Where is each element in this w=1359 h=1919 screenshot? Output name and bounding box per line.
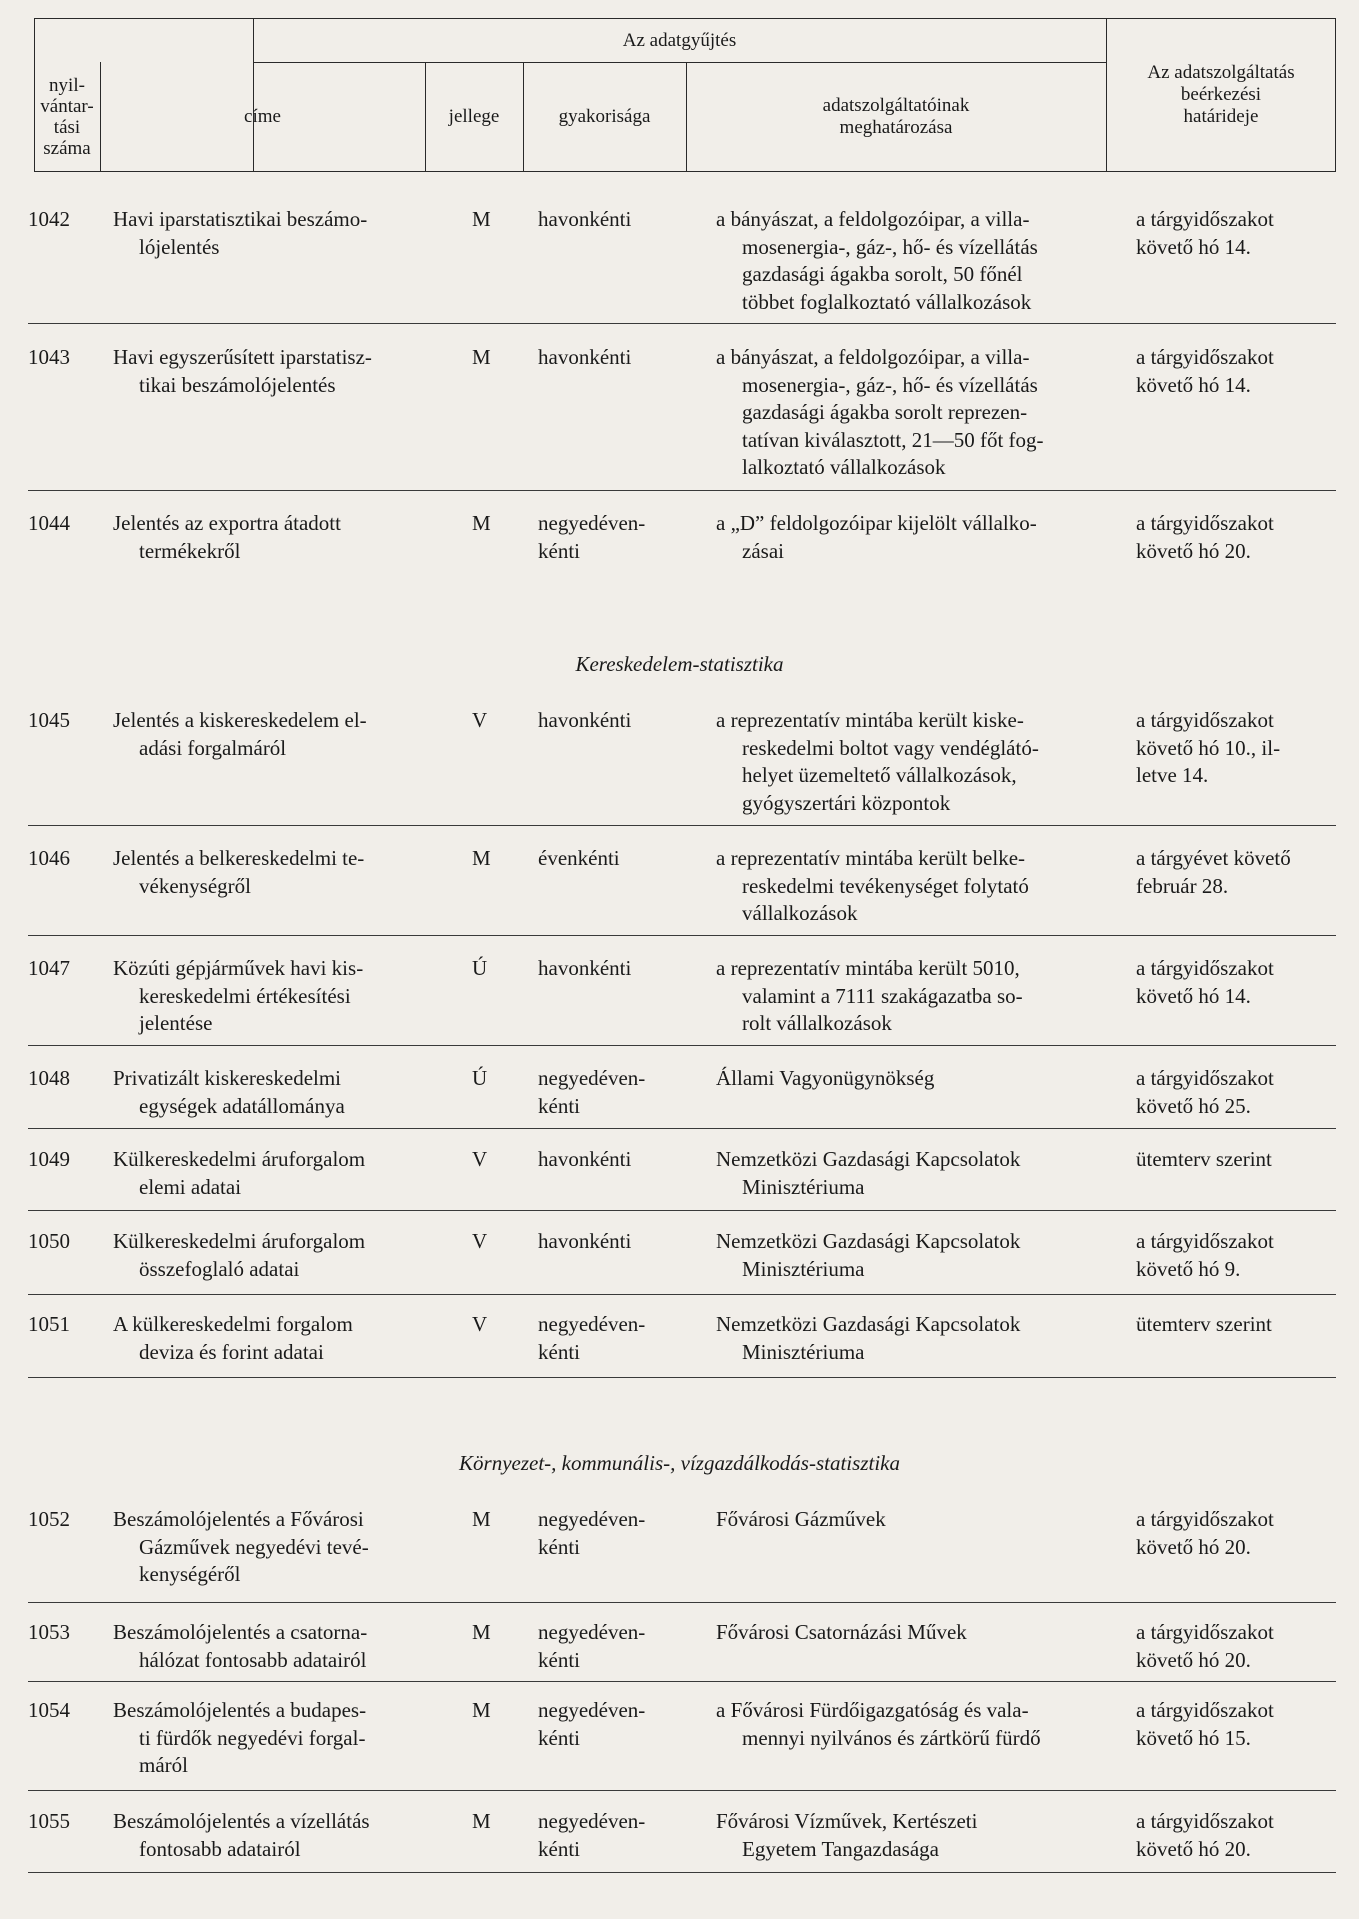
- row-divider: [28, 1790, 1336, 1791]
- row-providers: a bányászat, a feldolgozóipar, a villa- mosenergia-, gáz-, hő- és vízellátás gazdasági ágakba sorolt, 50 főnél többet foglalkoztató vállalkozások: [716, 207, 1038, 314]
- row-deadline: a tárgyidőszakot követő hó 25.: [1136, 1066, 1274, 1118]
- row-number: 1042: [28, 207, 70, 231]
- row-number: 1053: [28, 1620, 70, 1644]
- row-type: M: [472, 511, 491, 535]
- row-frequency: negyedéven- kénti: [538, 1312, 646, 1364]
- row-title: Beszámolójelentés a vízellátás fontosabb adatairól: [113, 1809, 370, 1861]
- header-title: címe: [244, 106, 281, 127]
- row-title: Beszámolójelentés a Fővárosi Gázművek negyedévi tevé- kenységéről: [113, 1507, 369, 1586]
- row-type: V: [472, 708, 488, 732]
- row-frequency: havonkénti: [538, 708, 632, 732]
- row-number: 1050: [28, 1229, 70, 1253]
- row-type: M: [472, 345, 491, 369]
- row-providers: Fővárosi Vízművek, Kertészeti Egyetem Tangazdasága: [716, 1809, 978, 1861]
- row-divider: [28, 323, 1336, 324]
- row-frequency: negyedéven- kénti: [538, 1698, 646, 1750]
- row-type: M: [472, 1698, 491, 1722]
- header-frequency: gyakorisága: [558, 106, 651, 127]
- row-title: Havi egyszerűsített iparstatisz- tikai beszámolójelentés: [113, 345, 372, 397]
- row-deadline: a tárgyidőszakot követő hó 20.: [1136, 1809, 1274, 1861]
- row-providers: a reprezentatív mintába került 5010, valamint a 7111 szakágazatba so- rolt vállalkozások: [716, 956, 1023, 1035]
- row-providers: Fővárosi Gázművek: [716, 1507, 886, 1531]
- section-heading-trade: Kereskedelem-statisztika: [575, 652, 784, 676]
- row-title: Beszámolójelentés a budapes- ti fürdők negyedévi forgal- máról: [113, 1698, 367, 1777]
- row-title: Külkereskedelmi áruforgalom elemi adatai: [113, 1147, 366, 1199]
- row-type: V: [472, 1229, 488, 1253]
- row-frequency: negyedéven- kénti: [538, 1620, 646, 1672]
- row-number: 1052: [28, 1507, 70, 1531]
- row-divider: [28, 1377, 1336, 1378]
- row-number: 1046: [28, 846, 70, 870]
- header-type: jellege: [448, 106, 500, 127]
- row-number: 1054: [28, 1698, 70, 1722]
- row-title: A külkereskedelmi forgalom deviza és forint adatai: [113, 1312, 353, 1364]
- row-deadline: a tárgyidőszakot követő hó 15.: [1136, 1698, 1274, 1750]
- row-type: M: [472, 1507, 491, 1531]
- row-deadline: a tárgyidőszakot követő hó 14.: [1136, 956, 1274, 1008]
- row-deadline: ütemterv szerint: [1136, 1312, 1272, 1336]
- row-deadline: ütemterv szerint: [1136, 1147, 1272, 1171]
- row-deadline: a tárgyidőszakot követő hó 20.: [1136, 1620, 1274, 1672]
- header-group: Az adatgyűjtés: [622, 30, 737, 51]
- row-divider: [28, 1210, 1336, 1211]
- row-divider: [28, 490, 1336, 491]
- row-divider: [28, 1681, 1336, 1682]
- row-frequency: havonkénti: [538, 1229, 632, 1253]
- row-deadline: a tárgyévet követő február 28.: [1136, 846, 1291, 898]
- row-divider: [28, 1602, 1336, 1603]
- row-type: V: [472, 1147, 488, 1171]
- row-number: 1048: [28, 1066, 70, 1090]
- header-number: nyil- vántar- tási száma: [40, 75, 94, 159]
- row-providers: Nemzetközi Gazdasági Kapcsolatok Minisztériuma: [716, 1312, 1021, 1364]
- row-frequency: negyedéven- kénti: [538, 1066, 646, 1118]
- row-providers: a Fővárosi Fürdőigazgatóság és vala- mennyi nyilvános és zártkörű fürdő: [716, 1698, 1041, 1750]
- table-header: [0, 18, 1336, 174]
- row-divider: [28, 1045, 1336, 1046]
- row-frequency: havonkénti: [538, 1147, 632, 1171]
- row-frequency: havonkénti: [538, 345, 632, 369]
- row-providers: Fővárosi Csatornázási Művek: [716, 1620, 967, 1644]
- row-title: Közúti gépjárművek havi kis- kereskedelmi értékesítési jelentése: [113, 956, 364, 1035]
- row-divider: [28, 1128, 1336, 1129]
- row-title: Jelentés a kiskereskedelem el- adási forgalmáról: [113, 708, 367, 760]
- row-providers: Nemzetközi Gazdasági Kapcsolatok Minisztériuma: [716, 1147, 1021, 1199]
- row-frequency: negyedéven- kénti: [538, 1809, 646, 1861]
- row-type: V: [472, 1312, 488, 1336]
- row-frequency: évenkénti: [538, 846, 620, 870]
- row-deadline: a tárgyidőszakot követő hó 14.: [1136, 207, 1274, 259]
- row-deadline: a tárgyidőszakot követő hó 20.: [1136, 511, 1274, 563]
- row-title: Jelentés az exportra átadott termékekről: [113, 511, 341, 563]
- row-number: 1055: [28, 1809, 70, 1833]
- row-providers: Nemzetközi Gazdasági Kapcsolatok Minisztériuma: [716, 1229, 1021, 1281]
- row-number: 1051: [28, 1312, 70, 1336]
- row-providers: a bányászat, a feldolgozóipar, a villa- mosenergia-, gáz-, hő- és vízellátás gazdasági ágakba sorolt reprezen- tatívan kiválasztott, 21—50 főt fog- lalkoztató vállalkozások: [716, 345, 1044, 479]
- row-providers: a reprezentatív mintába került belke- reskedelmi tevékenységet folytató vállalkozások: [716, 846, 1029, 925]
- row-providers: a „D” feldolgozóipar kijelölt vállalko- zásai: [716, 511, 1037, 563]
- section-heading-environment: Környezet-, kommunális-, vízgazdálkodás-statisztika: [459, 1451, 900, 1475]
- header-providers: adatszolgáltatóinak meghatározása: [822, 95, 970, 138]
- row-title: Beszámolójelentés a csatorna- hálózat fontosabb adatairól: [113, 1620, 368, 1672]
- row-title: Privatizált kiskereskedelmi egységek adatállománya: [113, 1066, 345, 1118]
- row-type: Ú: [472, 956, 488, 980]
- row-number: 1047: [28, 956, 70, 980]
- row-type: Ú: [472, 1066, 488, 1090]
- row-providers: a reprezentatív mintába került kiske- reskedelmi boltot vagy vendéglátó- helyet üzemeltető vállalkozások, gyógyszertári központok: [716, 708, 1039, 815]
- row-frequency: havonkénti: [538, 207, 632, 231]
- row-deadline: a tárgyidőszakot követő hó 9.: [1136, 1229, 1274, 1281]
- row-number: 1049: [28, 1147, 70, 1171]
- row-number: 1045: [28, 708, 70, 732]
- row-providers: Állami Vagyonügynökség: [716, 1066, 935, 1090]
- row-number: 1044: [28, 511, 70, 535]
- row-type: M: [472, 1809, 491, 1833]
- row-deadline: a tárgyidőszakot követő hó 14.: [1136, 345, 1274, 397]
- row-type: M: [472, 846, 491, 870]
- row-type: M: [472, 1620, 491, 1644]
- row-deadline: a tárgyidőszakot követő hó 10., il- letve 14.: [1136, 708, 1281, 787]
- row-type: M: [472, 207, 491, 231]
- row-divider: [28, 1294, 1336, 1295]
- row-divider: [28, 1872, 1336, 1873]
- row-frequency: negyedéven- kénti: [538, 1507, 646, 1559]
- row-frequency: negyedéven- kénti: [538, 511, 646, 563]
- row-frequency: havonkénti: [538, 956, 632, 980]
- row-title: Jelentés a belkereskedelmi te- vékenységről: [113, 846, 365, 898]
- row-divider: [28, 935, 1336, 936]
- row-deadline: a tárgyidőszakot követő hó 20.: [1136, 1507, 1274, 1559]
- header-deadline: Az adatszolgáltatás beérkezési határideje: [1147, 62, 1295, 127]
- row-number: 1043: [28, 345, 70, 369]
- row-title: Külkereskedelmi áruforgalom összefoglaló adatai: [113, 1229, 366, 1281]
- row-divider: [28, 825, 1336, 826]
- row-title: Havi iparstatisztikai beszámo- lójelentés: [113, 207, 368, 259]
